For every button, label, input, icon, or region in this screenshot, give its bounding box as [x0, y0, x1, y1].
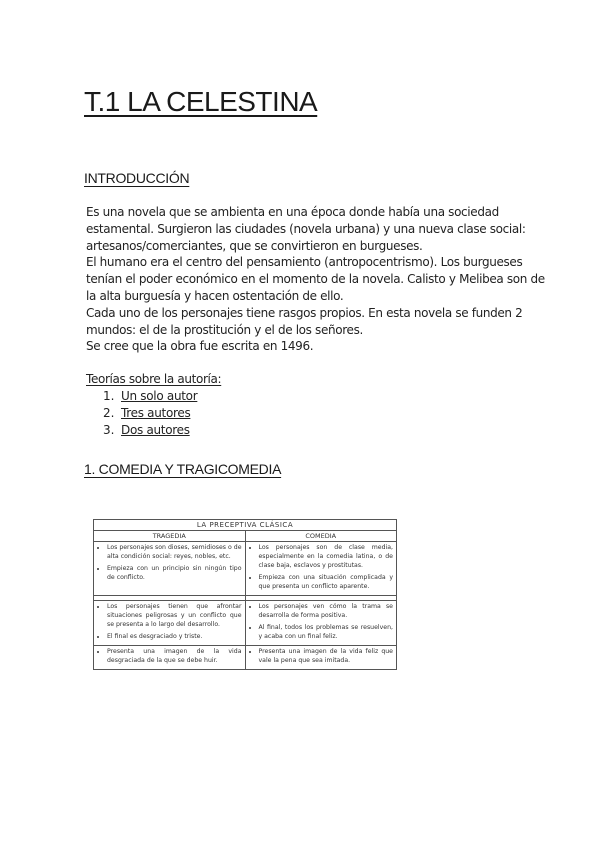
table-cell [94, 646, 246, 670]
teoria-link[interactable]: Dos autores [121, 422, 190, 437]
table-bullet: • Los personajes tienen que afrontar situaciones peligrosas y un conflicto que se presenta a lo largo del desarrollo. [107, 602, 242, 629]
table-bullet: • Los personajes son dioses, semidioses o de alta condición social: reyes, nobles, etc. [107, 543, 242, 561]
teorias-label: Teorías sobre la autoría: [86, 372, 222, 386]
col-header-comedia: COMEDIA [245, 531, 397, 542]
preceptiva-table [93, 519, 397, 670]
introduccion-heading: INTRODUCCIÓN [84, 170, 190, 186]
table-row [94, 542, 397, 596]
section1-heading: 1. COMEDIA Y TRAGICOMEDIA [84, 461, 282, 477]
list-number: 3. [103, 422, 115, 437]
table-row [94, 646, 397, 670]
table-bullet: • Presenta una imagen de la vida feliz que vale la pena que sea imitada. [259, 647, 394, 665]
list-item [103, 405, 197, 422]
col-header-tragedia: TRAGEDIA [94, 531, 246, 542]
table-cell [245, 646, 397, 670]
intro-line: tenían el poder económico en el momento de la novela. Calisto y Melibea son de [86, 272, 545, 287]
intro-line: estamental. Surgieron las ciudades (novela urbana) y una nueva clase social: [86, 221, 526, 236]
table-bullet: • Empieza con una situación complicada y que presenta un conflicto aparente. [259, 573, 394, 591]
table-bullet: • Los personajes ven cómo la trama se desarrolla de forma positiva. [259, 602, 394, 620]
intro-line: Se cree que la obra fue escrita en 1496. [86, 339, 314, 354]
table-cell [245, 601, 397, 646]
table-cell [245, 542, 397, 596]
table-bullet: • Empieza con un principio sin ningún tipo de conflicto. [107, 564, 242, 582]
teoria-link[interactable]: Un solo autor [121, 389, 198, 403]
table-bullet: • Los personajes son de clase media, especialmente en la comedia latina, o de clase baja, esclavos y prostitutas. [259, 543, 394, 570]
table-caption: LA PRECEPTIVA CLÁSICA [94, 520, 397, 531]
intro-line: artesanos/comerciantes, que se convirtieron en burgueses. [86, 238, 423, 253]
list-number: 1. [103, 389, 115, 403]
list-number: 2. [103, 405, 115, 420]
preceptiva-table-wrap [93, 519, 397, 670]
list-item [103, 388, 197, 405]
intro-line: Cada uno de los personajes tiene rasgos propios. En esta novela se funden 2 [86, 305, 523, 320]
intro-line: mundos: el de la prostitución y el de los señores. [86, 322, 363, 337]
intro-line: El humano era el centro del pensamiento (antropocentrismo). Los burgueses [86, 255, 523, 270]
page-title: T.1 LA CELESTINA [84, 86, 318, 117]
intro-line: Es una novela que se ambienta en una época donde había una sociedad [86, 205, 499, 219]
table-bullet: • El final es desgraciado y triste. [107, 632, 242, 641]
teorias-list [103, 388, 197, 438]
table-row [94, 601, 397, 646]
intro-line: la alta burguesía y hacen ostentación de ello. [86, 288, 344, 303]
table-cell [94, 601, 246, 646]
teoria-link[interactable]: Tres autores [121, 405, 191, 420]
table-cell [94, 542, 246, 596]
introduccion-body [86, 204, 545, 355]
table-bullet: • Al final, todos los problemas se resuelven, y acaba con un final feliz. [259, 623, 394, 641]
table-bullet: • Presenta una imagen de la vida desgraciada de la que se debe huir. [107, 647, 242, 665]
list-item [103, 422, 197, 439]
